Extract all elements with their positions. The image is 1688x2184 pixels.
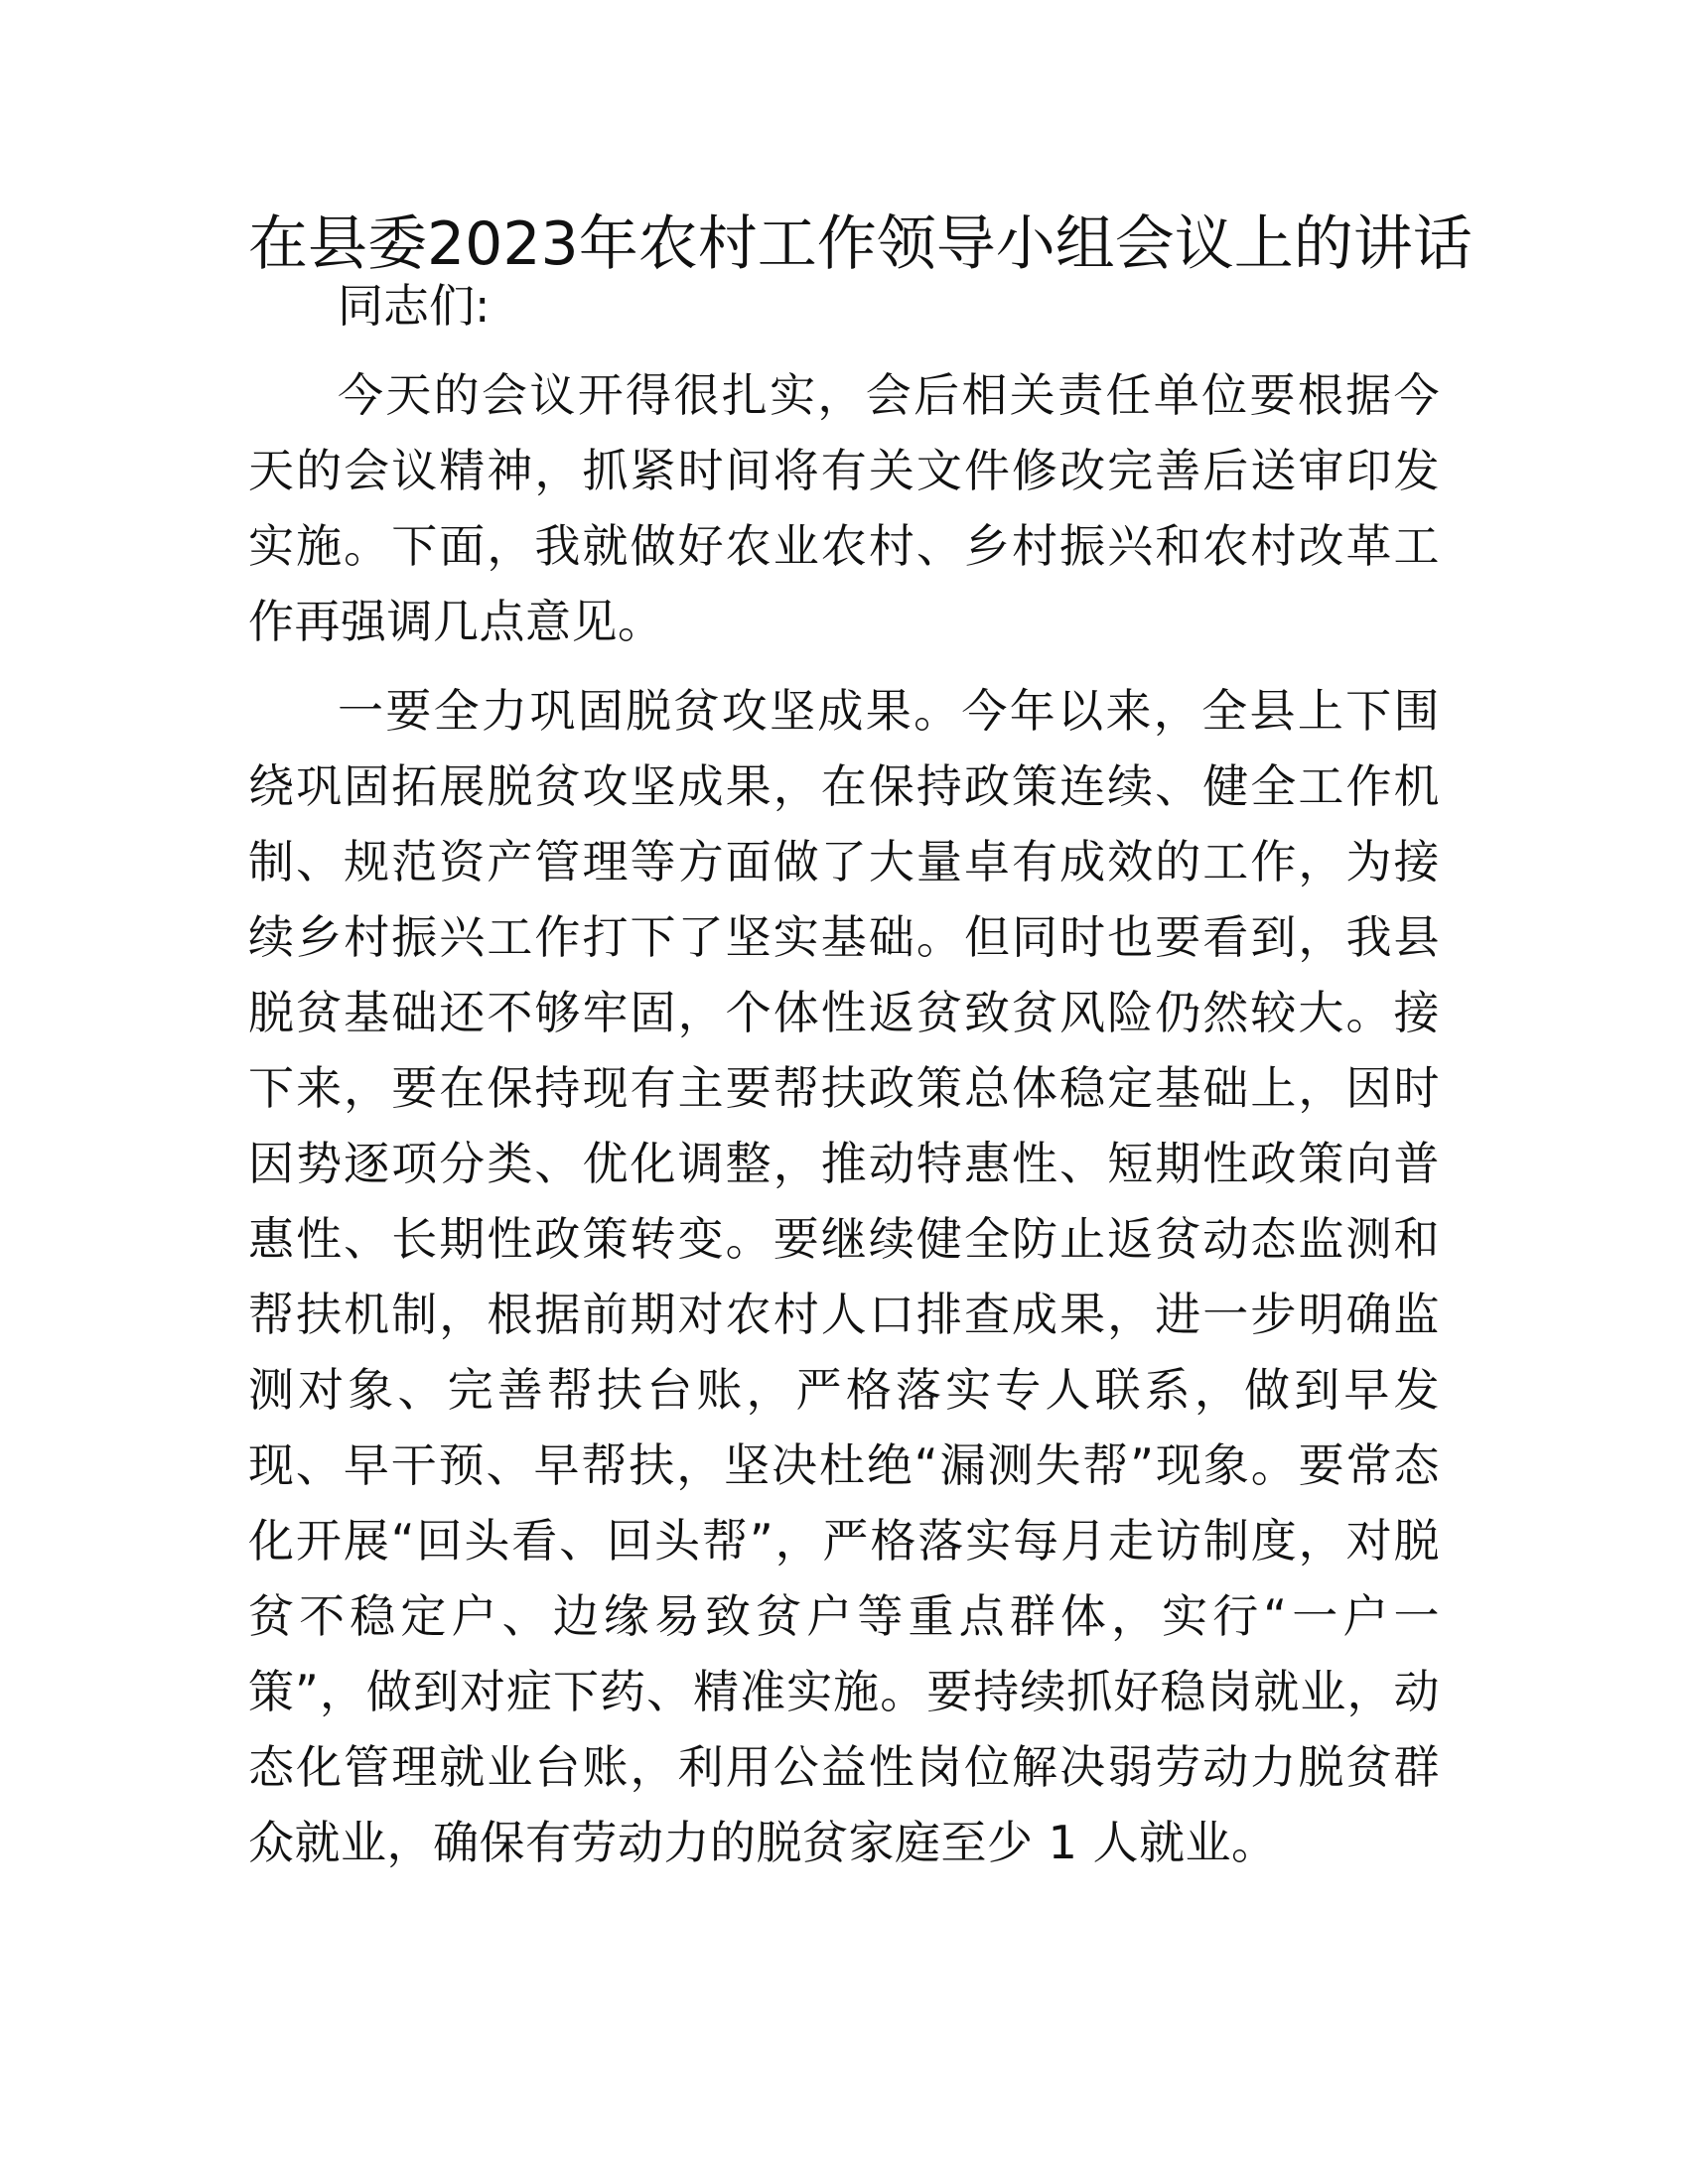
paragraph-2: 一要全力巩固脱贫攻坚成果。今年以来，全县上下围绕巩固拓展脱贫攻坚成果，在保持政策连续、健全工作机制、规范资产管理等方面做了大量卓有成效的工作，为接续乡村振兴工作打下了坚实基础。但同时也要看到，我县脱贫基础还不够牢固，个体性返贫致贫风险仍然较大。接下来，要在保持现有主要帮扶政策总体稳定基础上，因时因势逐项分类、优化调整，推动特惠性、短期性政策向普惠性、长期性政策转变。要继续健全防止返贫动态监测和帮扶机制，根据前期对农村人口排查成果，进一步明确监测对象、完善帮扶台账，严格落实专人联系，做到早发现、早干预、早帮扶，坚决杜绝“漏测失帮”现象。要常态化开展“回头看、回头帮”，严格落实每月走访制度，对脱贫不稳定户、边缘易致贫户等重点群体，实行“一户一策”，做到对症下药、精准实施。要持续抓好稳岗就业，动态化管理就业台账，利用公益性岗位解决弱劳动力脱贫群众就业，确保有劳动力的脱贫家庭至少 1 人就业。 xyxy=(248,684,1440,1869)
salutation: 同志们: xyxy=(338,279,491,333)
paragraph-1: 今天的会议开得很扎实，会后相关责任单位要根据今天的会议精神，抓紧时间将有关文件修改完善后送审印发实施。下面，我就做好农业农村、乡村振兴和农村改革工作再强调几点意见。 xyxy=(248,368,1440,648)
document-title: 在县委2023年农村工作领导小组会议上的讲话 xyxy=(248,209,1473,279)
document-body xyxy=(248,268,1440,1880)
